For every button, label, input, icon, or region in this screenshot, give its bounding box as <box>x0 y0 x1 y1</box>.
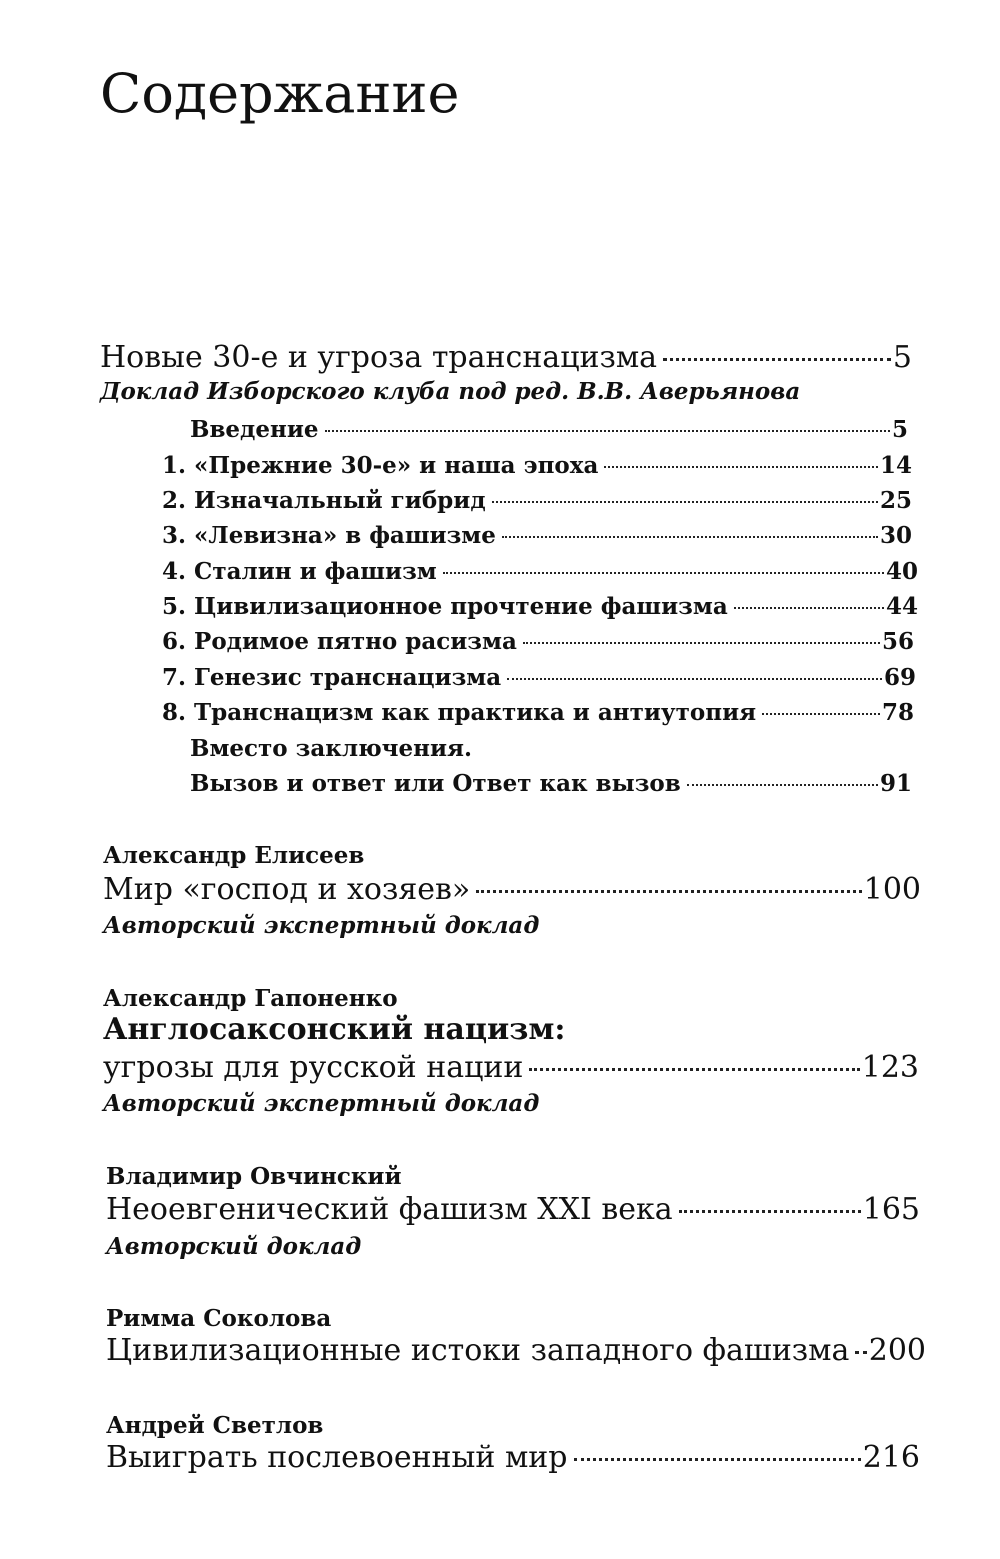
toc-entry-article <box>103 1050 919 1085</box>
entry-page: 5 <box>892 340 912 375</box>
entry-page: 100 <box>863 872 921 907</box>
dot-leader <box>325 430 890 432</box>
dot-leader <box>663 358 891 361</box>
entry-page: 25 <box>879 487 912 514</box>
dot-leader <box>855 1351 866 1354</box>
dot-leader <box>476 890 861 893</box>
entry-title: 7. Генезис транснацизма <box>162 664 502 691</box>
dot-leader <box>604 466 878 468</box>
entry-page: 5 <box>891 416 908 443</box>
dot-leader <box>762 713 880 715</box>
article-author: Андрей Светлов <box>106 1412 324 1439</box>
toc-entry-article <box>106 1440 920 1475</box>
entry-title: Выиграть послевоенный мир <box>106 1440 568 1475</box>
entry-title: Неоевгенический фашизм XXI века <box>106 1192 673 1227</box>
entry-page: 44 <box>885 593 918 620</box>
dot-leader <box>734 607 884 609</box>
entry-title: 2. Изначальный гибрид <box>162 487 486 514</box>
dot-leader <box>679 1210 861 1213</box>
article-author: Александр Елисеев <box>103 842 365 869</box>
entry-title: 4. Сталин и фашизм <box>162 558 437 585</box>
dot-leader <box>574 1458 861 1461</box>
toc-entry-chapter <box>162 522 912 549</box>
toc-entry-chapter <box>162 558 918 585</box>
page-title: Содержание <box>100 62 460 125</box>
entry-page: 200 <box>868 1333 926 1368</box>
toc-entry-report <box>100 340 912 375</box>
toc-entry-article <box>103 872 921 907</box>
dot-leader <box>443 572 884 574</box>
toc-entry-chapter <box>162 664 916 691</box>
article-author: Александр Гапоненко <box>103 985 398 1012</box>
dot-leader <box>529 1068 859 1071</box>
entry-page: 165 <box>862 1192 920 1227</box>
entry-title: Мир «господ и хозяев» <box>103 872 471 907</box>
toc-entry-chapter <box>162 452 912 479</box>
dot-leader <box>507 678 882 680</box>
entry-title: Новые 30-е и угроза транснацизма <box>100 340 658 375</box>
entry-title: угрозы для русской нации <box>103 1050 524 1085</box>
toc-entry-chapter <box>162 593 918 620</box>
entry-title: 5. Цивилизационное прочтение фашизма <box>162 593 728 620</box>
entry-page: 69 <box>883 664 916 691</box>
dot-leader <box>492 501 878 503</box>
toc-entry-article <box>106 1192 920 1227</box>
entry-page: 216 <box>862 1440 920 1475</box>
entry-page: 91 <box>879 770 912 797</box>
toc-entry-conclusion <box>190 770 912 797</box>
entry-title: Вызов и ответ или Ответ как вызов <box>190 770 681 797</box>
entry-title: 6. Родимое пятно расизма <box>162 628 517 655</box>
dot-leader <box>687 784 878 786</box>
toc-entry-article <box>106 1333 926 1368</box>
article-note: Авторский экспертный доклад <box>103 1090 540 1117</box>
entry-page: 78 <box>881 699 914 726</box>
conclusion-line1: Вместо заключения. <box>190 735 473 762</box>
entry-page: 123 <box>861 1050 919 1085</box>
toc-entry-chapter <box>162 628 914 655</box>
entry-title: 3. «Левизна» в фашизме <box>162 522 496 549</box>
entry-title: Введение <box>190 416 319 443</box>
entry-title: 8. Транснацизм как практика и антиутопия <box>162 699 757 726</box>
dot-leader <box>502 536 878 538</box>
dot-leader <box>523 642 880 644</box>
article-note: Авторский экспертный доклад <box>103 912 540 939</box>
toc-entry-chapter <box>162 487 912 514</box>
article-author: Владимир Овчинский <box>106 1163 402 1190</box>
entry-page: 14 <box>879 452 912 479</box>
report-subtitle: Доклад Изборского клуба под ред. В.В. Аверьянова <box>100 378 801 405</box>
article-author: Римма Соколова <box>106 1305 332 1332</box>
article-title-line1: Англосаксонский нацизм: <box>103 1012 566 1047</box>
toc-entry-intro <box>190 416 908 443</box>
entry-page: 30 <box>879 522 912 549</box>
entry-title: 1. «Прежние 30-е» и наша эпоха <box>162 452 599 479</box>
entry-page: 40 <box>885 558 918 585</box>
article-note: Авторский доклад <box>106 1233 362 1260</box>
entry-title: Цивилизационные истоки западного фашизма <box>106 1333 850 1368</box>
toc-entry-chapter <box>162 699 914 726</box>
entry-page: 56 <box>881 628 914 655</box>
